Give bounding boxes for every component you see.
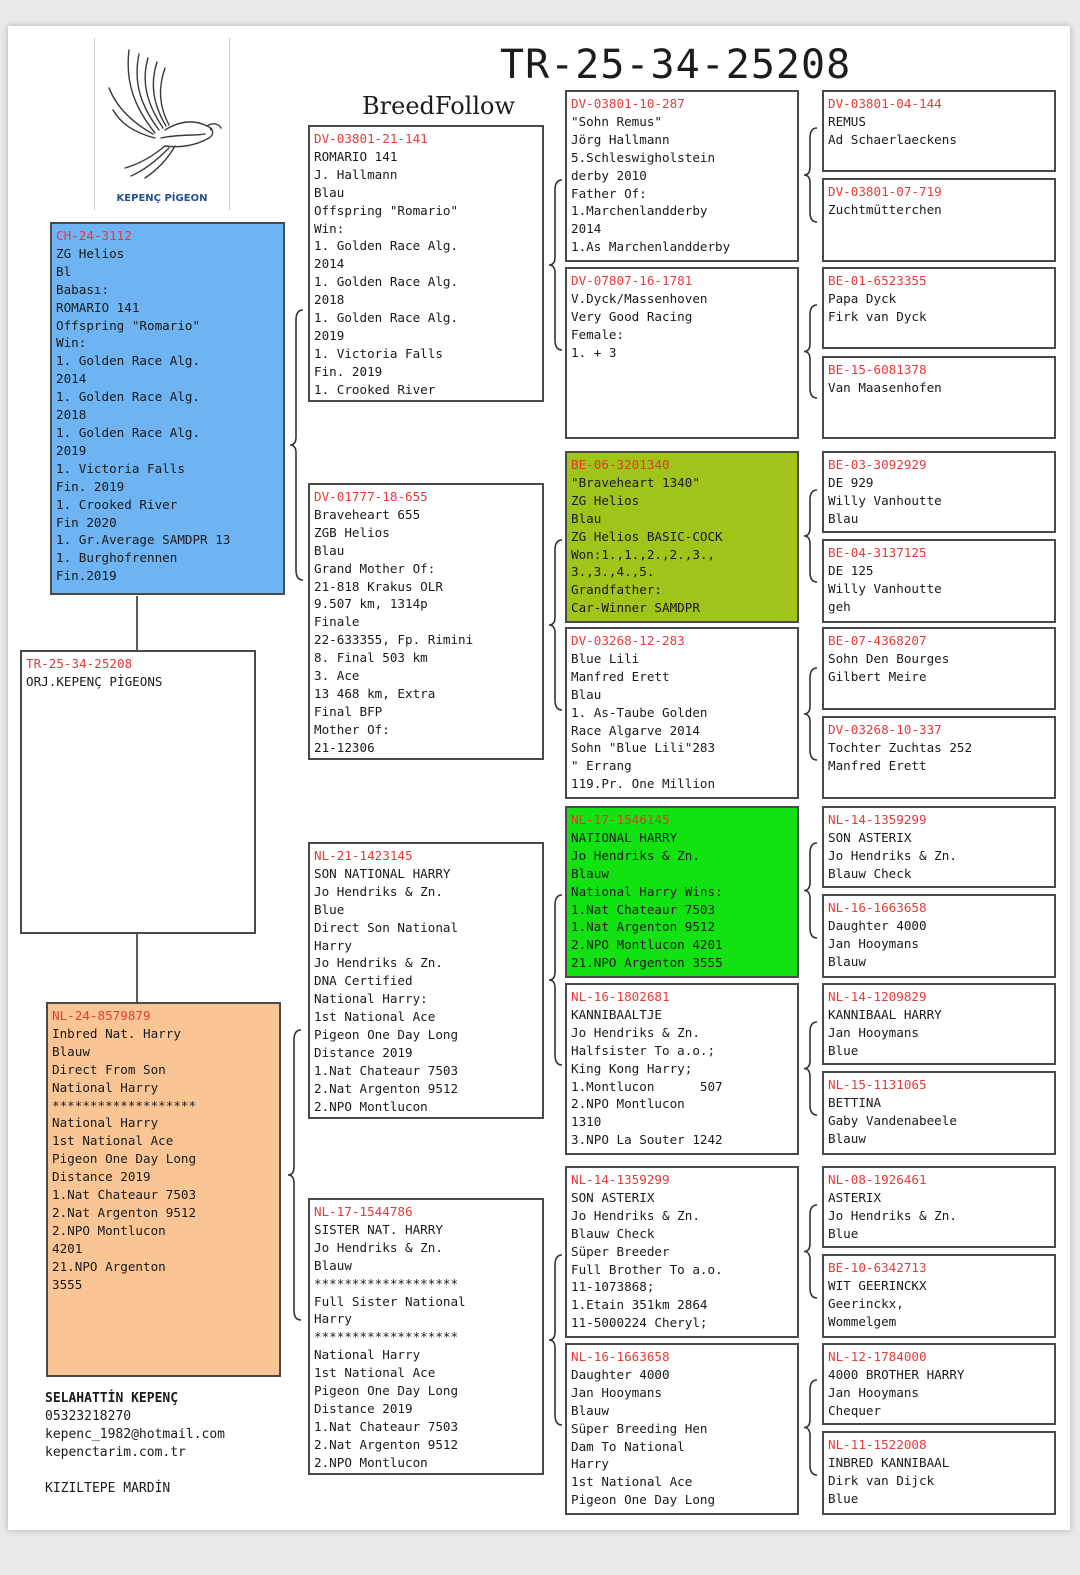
pedigree-line: 2014 (56, 371, 87, 387)
dam-box[interactable] (46, 1002, 281, 1377)
pedigree-line: Won:1.,1.,2.,2.,3., (571, 546, 716, 562)
pedigree-line: Blau (571, 510, 602, 526)
pedigree-line: 1.Marchenlandderby (571, 203, 708, 219)
ring-number: NL-14-1359299 (828, 812, 927, 827)
pedigree-line: Female: (571, 326, 625, 342)
pedigree-line: Blauw Check (571, 1225, 655, 1241)
pedigree-line: SISTER NAT. HARRY (314, 1221, 443, 1237)
breeder-name: SELAHATTİN KEPENÇ (45, 1391, 179, 1406)
pedigree-line: 2.Nat Argenton 9512 (52, 1204, 197, 1220)
brand-label: BreedFollow (362, 92, 516, 120)
pedigree-line: Distance 2019 (314, 1044, 413, 1060)
pedigree-line: 1. Golden Race Alg. (314, 310, 459, 326)
email-link[interactable]: kepenc_1982@hotmail.com (45, 1427, 226, 1442)
pedigree-line: Blue (828, 1490, 859, 1506)
pedigree-brace (804, 1380, 817, 1475)
pedigree-line: 4201 (52, 1240, 83, 1256)
page-title: TR-25-34-25208 (500, 42, 852, 88)
pedigree-line: Offspring "Romario" (56, 317, 201, 333)
pedigree-line: Win: (314, 220, 345, 236)
gen4-box[interactable] (822, 806, 1056, 888)
website-link[interactable]: kepenctarim.com.tr (45, 1445, 186, 1460)
gen3-box[interactable] (565, 983, 799, 1155)
pedigree-line: 2.NPO Montlucon (314, 1098, 428, 1114)
pedigree-line: 21.NPO Argenton (52, 1258, 166, 1274)
pedigree-line: Distance 2019 (314, 1400, 413, 1416)
pedigree-line: Van Maasenhofen (828, 379, 942, 395)
pedigree-line: 1. Burghofrennen (56, 550, 178, 566)
pedigree-brace (549, 895, 562, 1065)
pedigree-line: ZG Helios (56, 245, 125, 261)
pedigree-line: Car-Winner SAMDPR (571, 600, 700, 616)
contact-block (45, 1390, 225, 1498)
pedigree-line: Final BFP (314, 703, 383, 719)
pedigree-line: Direct From Son (52, 1061, 166, 1077)
pedigree-line: King Kong Harry; (571, 1060, 693, 1076)
location-text: KIZILTEPE MARDİN (45, 1481, 171, 1496)
subject-box[interactable] (20, 650, 256, 934)
pedigree-brace (290, 310, 303, 580)
ring-number: DV-03268-12-283 (571, 633, 685, 648)
pedigree-line: ******************* (314, 1329, 459, 1345)
pedigree-line: NATIONAL HARRY (571, 829, 678, 845)
pedigree-line: 1. Golden Race Alg. (56, 424, 201, 440)
pedigree-line: Süper Breeder (571, 1243, 670, 1259)
pedigree-line: 11-5000224 Cheryl; (571, 1315, 708, 1331)
pedigree-line: 21-12306 (314, 739, 375, 755)
gen4-box[interactable] (822, 539, 1056, 623)
pedigree-line: Daughter 4000 (571, 1366, 670, 1382)
phone-number: 05323218270 (45, 1409, 132, 1424)
pedigree-line: Dam To National (571, 1438, 685, 1454)
pedigree-line: 2018 (314, 292, 345, 308)
ring-number: NL-24-8579879 (52, 1008, 151, 1023)
gen4-box[interactable] (822, 1166, 1056, 1248)
ring-number: NL-17-1544786 (314, 1204, 413, 1219)
pedigree-line: 1.Nat Chateaur 7503 (52, 1187, 197, 1203)
pedigree-line: 1310 (571, 1114, 602, 1130)
pedigree-line: Jo Hendriks & Zn. (314, 955, 443, 971)
pedigree-line: 1.Nat Chateaur 7503 (314, 1062, 459, 1078)
pedigree-line: DE 929 (828, 474, 874, 490)
pedigree-line: 1. Golden Race Alg. (314, 274, 459, 290)
ring-number: NL-11-1522008 (828, 1437, 927, 1452)
pedigree-line: Wommelgem (828, 1313, 897, 1329)
pedigree-line: ******************* (52, 1097, 197, 1113)
pedigree-line: Süper Breeding Hen (571, 1420, 708, 1436)
pedigree-line: REMUS (828, 113, 866, 129)
pedigree-line: 3.,3.,4.,5. (571, 564, 655, 580)
pedigree-line: Win: (56, 335, 87, 351)
pedigree-line: Blauw (571, 1402, 609, 1418)
pedigree-brace (804, 1205, 817, 1298)
pedigree-line: Jan Hooymans (828, 935, 919, 951)
pedigree-line: 1st National Ace (314, 1009, 436, 1025)
pedigree-line: National Harry: (314, 991, 428, 1007)
pedigree-line: 3555 (52, 1276, 83, 1292)
pedigree-brace (804, 668, 817, 760)
pedigree-line: 2014 (571, 221, 602, 237)
pedigree-line: Blauw (828, 953, 866, 969)
ring-number: TR-25-34-25208 (26, 656, 133, 671)
pedigree-line: 1. Victoria Falls (56, 460, 185, 476)
pedigree-brace (549, 180, 562, 350)
gen3-box[interactable] (565, 806, 799, 978)
pedigree-line: 2.NPO Montlucon (314, 1454, 428, 1470)
pedigree-line: WIT GEERINCKX (828, 1277, 927, 1293)
ring-number: NL-16-1802681 (571, 989, 670, 1004)
ring-number: CH-24-3112 (56, 228, 132, 243)
ring-number: BE-10-6342713 (828, 1260, 927, 1275)
pedigree-line: BETTINA (828, 1094, 882, 1110)
pedigree-line: Harry (571, 1456, 609, 1472)
pedigree-line: 2.NPO Montlucon (52, 1222, 166, 1238)
ring-number: DV-03801-07-719 (828, 184, 942, 199)
pedigree-line: Harry (314, 937, 352, 953)
pedigree-line: Fin. 2019 (56, 478, 125, 494)
pedigree-line: Firk van Dyck (828, 308, 927, 324)
pedigree-line: 13 468 km, Extra (314, 685, 436, 701)
ring-number: BE-03-3092929 (828, 457, 927, 472)
pedigree-line: Full Sister National (314, 1293, 466, 1309)
pedigree-line: 1st National Ace (314, 1365, 436, 1381)
pedigree-line: 3.NPO La Souter 1242 (571, 1132, 723, 1148)
pedigree-line: Gilbert Meire (828, 668, 927, 684)
gen4-box[interactable] (822, 894, 1056, 978)
pedigree-line: Blau (314, 184, 345, 200)
pedigree-brace (804, 490, 817, 582)
pedigree-line: Pigeon One Day Long (52, 1151, 197, 1167)
pedigree-line: SON ASTERIX (571, 1189, 655, 1205)
pedigree-line: KANNIBAAL HARRY (828, 1006, 942, 1022)
pedigree-line: ZG Helios (571, 492, 640, 508)
pedigree-line: Jo Hendriks & Zn. (571, 1024, 700, 1040)
pedigree-line: Geerinckx, (828, 1295, 904, 1311)
ring-number: BE-15-6081378 (828, 362, 927, 377)
pedigree-line: 8. Final 503 km (314, 650, 428, 666)
ring-number: BE-06-3201340 (571, 457, 670, 472)
pedigree-line: INBRED KANNIBAAL (828, 1454, 950, 1470)
pedigree-line: 1.Etain 351km 2864 (571, 1297, 708, 1313)
pedigree-line: 21-818 Krakus OLR (314, 578, 443, 594)
pedigree-line: 1.As Marchenlandderby (571, 239, 731, 255)
ring-number: DV-07807-16-1781 (571, 273, 693, 288)
pedigree-line: 1. + 3 (571, 344, 617, 360)
pedigree-brace (804, 843, 817, 938)
pedigree-line: Inbred Nat. Harry (52, 1025, 181, 1041)
pedigree-line: ZGB Helios (314, 524, 390, 540)
pedigree-line: V.Dyck/Massenhoven (571, 290, 708, 306)
pedigree-line: Papa Dyck (828, 290, 897, 306)
gen4-box[interactable] (822, 983, 1056, 1065)
pedigree-line: National Harry (314, 1347, 421, 1363)
pedigree-line: 119.Pr. One Million (571, 776, 716, 792)
pedigree-line: Jan Hooymans (828, 1024, 919, 1040)
pedigree-line: Very Good Racing (571, 308, 693, 324)
gen4-box[interactable] (822, 716, 1056, 799)
ring-number: NL-12-1784000 (828, 1349, 927, 1364)
pedigree-line: 3. Ace (314, 668, 360, 684)
pedigree-line: Pigeon One Day Long (314, 1383, 459, 1399)
pedigree-line: Fin 2020 (56, 514, 117, 530)
pedigree-line: J. Hallmann (314, 166, 398, 182)
pedigree-line: Gaby Vandenabeele (828, 1112, 957, 1128)
pedigree-line: Ad Schaerlaeckens (828, 131, 957, 147)
pedigree-line: Father Of: (571, 185, 647, 201)
pedigree-line: 1. As-Taube Golden (571, 704, 708, 720)
pedigree-line: Blue (314, 901, 345, 917)
pedigree-line: DE 125 (828, 562, 874, 578)
pedigree-line: 1.Nat Chateaur 7503 (571, 901, 716, 917)
pedigree-line: SON ASTERIX (828, 829, 912, 845)
gen4-box[interactable] (822, 178, 1056, 262)
pedigree-line: Blauw (571, 865, 609, 881)
gen3-box[interactable] (565, 1166, 799, 1338)
pedigree-line: Jo Hendriks & Zn. (571, 1207, 700, 1223)
ring-number: NL-14-1209829 (828, 989, 927, 1004)
ring-number: DV-03801-10-287 (571, 96, 685, 111)
gen3-box[interactable] (565, 267, 799, 439)
gen4-box[interactable] (822, 356, 1056, 439)
pedigree-line: Jo Hendriks & Zn. (314, 1239, 443, 1255)
pedigree-line: Tochter Zuchtas 252 (828, 739, 973, 755)
ring-number: NL-16-1663658 (828, 900, 927, 915)
ring-number: NL-21-1423145 (314, 848, 413, 863)
pedigree-line: Full Brother To a.o. (571, 1261, 723, 1277)
pedigree-brace (549, 1255, 562, 1425)
ring-number: BE-07-4368207 (828, 633, 927, 648)
ring-number: BE-01-6523355 (828, 273, 927, 288)
ring-number: DV-03801-04-144 (828, 96, 942, 111)
pedigree-line: ASTERIX (828, 1189, 882, 1205)
gen4-box[interactable] (822, 90, 1056, 172)
pedigree-line: Daughter 4000 (828, 917, 927, 933)
pedigree-line: 9.507 km, 1314p (314, 596, 428, 612)
gen4-box[interactable] (822, 1431, 1056, 1515)
pedigree-line: ORJ.KEPENÇ PİGEONS (26, 673, 163, 689)
pedigree-line: Braveheart 655 (314, 506, 421, 522)
pedigree-line: 1. Crooked River (56, 496, 178, 512)
gen4-box[interactable] (822, 1071, 1056, 1155)
pedigree-line: Blau (314, 542, 345, 558)
pedigree-line: 22-633355, Fp. Rimini (314, 632, 474, 648)
gen2-box[interactable] (308, 1198, 544, 1475)
pedigree-line: Manfred Erett (571, 668, 670, 684)
pedigree-line: 4000 BROTHER HARRY (828, 1366, 965, 1382)
pedigree-line: 2.NPO Montlucon 4201 (571, 937, 723, 953)
pedigree-line: 1. Victoria Falls (314, 345, 443, 361)
pedigree-brace (804, 128, 817, 222)
pedigree-line: Pigeon One Day Long (571, 1492, 716, 1508)
pedigree-line: 1.Nat Chateaur 7503 (314, 1418, 459, 1434)
pedigree-line: 2019 (56, 442, 87, 458)
pedigree-line: Offspring "Romario" (314, 202, 459, 218)
pedigree-line: Race Algarve 2014 (571, 722, 700, 738)
pedigree-line: Sohn Den Bourges (828, 650, 950, 666)
ring-number: DV-01777-18-655 (314, 489, 428, 504)
pedigree-line: Dirk van Dijck (828, 1472, 935, 1488)
pedigree-line: 2.NPO Montlucon (571, 1096, 685, 1112)
gen4-box[interactable] (822, 267, 1056, 349)
pedigree-line: 21.NPO Argenton 3555 (571, 955, 723, 971)
pedigree-line: Willy Vanhoutte (828, 580, 942, 596)
gen3-box[interactable] (565, 627, 799, 799)
pedigree-line: geh (828, 598, 851, 614)
pedigree-line: 1. Golden Race Alg. (56, 389, 201, 405)
pedigree-line: Halfsister To a.o.; (571, 1042, 716, 1058)
ring-number: NL-14-1359299 (571, 1172, 670, 1187)
gen2-box[interactable] (308, 125, 544, 402)
ring-number: NL-16-1663658 (571, 1349, 670, 1364)
pedigree-line: Pigeon One Day Long (314, 1027, 459, 1043)
gen2-box[interactable] (308, 483, 544, 760)
pedigree-line: Blauw Check (828, 865, 912, 881)
pedigree-line: "Sohn Remus" (571, 113, 662, 129)
gen4-box[interactable] (822, 1254, 1056, 1338)
pedigree-line: Grandfather: (571, 582, 662, 598)
gen4-box[interactable] (822, 1343, 1056, 1425)
pedigree-line: Chequer (828, 1402, 882, 1418)
pedigree-line: SON NATIONAL HARRY (314, 865, 451, 881)
pedigree-line: Jan Hooymans (571, 1384, 662, 1400)
pedigree-line: DNA Certified (314, 973, 413, 989)
pedigree-line: Blue (828, 1042, 859, 1058)
pedigree-line: Babası: (56, 281, 110, 297)
pedigree-line: Sohn "Blue Lili"283 (571, 740, 716, 756)
gen3-box[interactable] (565, 90, 799, 262)
pedigree-line: Blauw (52, 1043, 90, 1059)
pedigree-line: " Errang (571, 758, 632, 774)
pedigree-line: Harry (314, 1311, 352, 1327)
pedigree-line: ZG Helios BASIC-COCK (571, 528, 723, 544)
pedigree-line: Fin. 2019 (314, 363, 383, 379)
pedigree-line: Jan Hooymans (828, 1384, 919, 1400)
pedigree-line: ROMARIO 141 (56, 299, 140, 315)
pedigree-line: Distance 2019 (52, 1169, 151, 1185)
pedigree-line: Willy Vanhoutte (828, 492, 942, 508)
pedigree-line: 1st National Ace (571, 1474, 693, 1490)
pedigree-line: 1. Golden Race Alg. (56, 353, 201, 369)
pedigree-line: Blauw (828, 1130, 866, 1146)
gen3-box[interactable] (565, 1343, 799, 1515)
pedigree-line: 2.Nat Argenton 9512 (314, 1080, 459, 1096)
ring-number: NL-08-1926461 (828, 1172, 927, 1187)
pedigree-line: Fin.2019 (56, 568, 117, 584)
pedigree-line: 1st National Ace (52, 1133, 174, 1149)
pedigree-brace (288, 1030, 301, 1320)
pedigree-line: KANNIBAALTJE (571, 1006, 662, 1022)
pedigree-line: 2019 (314, 327, 345, 343)
pedigree-line: Jo Hendriks & Zn. (828, 1207, 957, 1223)
pedigree-line: Bl (56, 263, 72, 279)
pedigree-line: 2014 (314, 256, 345, 272)
ring-number: NL-17-1546145 (571, 812, 670, 827)
pedigree-line: Finale (314, 614, 360, 630)
ring-number: NL-15-1131065 (828, 1077, 927, 1092)
pedigree-line: Jo Hendriks & Zn. (828, 847, 957, 863)
pedigree-line: Grand Mother Of: (314, 560, 436, 576)
pedigree-line: Blau (571, 686, 602, 702)
pedigree-line: National Harry Wins: (571, 883, 723, 899)
gen3-box[interactable] (565, 451, 799, 623)
pedigree-line: Blauw (314, 1257, 352, 1273)
pedigree-line: Direct Son National (314, 919, 459, 935)
pedigree-line: 2018 (56, 407, 87, 423)
sire-box[interactable] (50, 222, 285, 595)
gen4-box[interactable] (822, 627, 1056, 710)
gen2-box[interactable] (308, 842, 544, 1119)
pedigree-line: Mother Of: (314, 721, 390, 737)
pedigree-brace (804, 305, 817, 398)
pedigree-line: ROMARIO 141 (314, 148, 398, 164)
pedigree-line: National Harry (52, 1115, 159, 1131)
pedigree-line: Jörg Hallmann (571, 131, 670, 147)
pedigree-line: Blau (828, 510, 859, 526)
pedigree-line: National Harry (52, 1079, 159, 1095)
pedigree-line: Manfred Erett (828, 757, 927, 773)
pedigree-line: Zuchtmütterchen (828, 201, 942, 217)
gen4-box[interactable] (822, 451, 1056, 533)
ring-number: DV-03801-21-141 (314, 131, 428, 146)
pedigree-line: 2.Nat Argenton 9512 (314, 1436, 459, 1452)
pedigree-line: 1.Montlucon 507 (571, 1078, 723, 1094)
pedigree-line: 1. Crooked River (314, 381, 436, 397)
pedigree-line: 1.Nat Argenton 9512 (571, 919, 716, 935)
pedigree-line: Blue (828, 1225, 859, 1241)
pedigree-line: 5.Schleswigholstein (571, 149, 716, 165)
pedigree-line: Jo Hendriks & Zn. (571, 847, 700, 863)
ring-number: BE-04-3137125 (828, 545, 927, 560)
pedigree-brace (549, 540, 562, 710)
pedigree-line: 1. Golden Race Alg. (314, 238, 459, 254)
pedigree-line: "Braveheart 1340" (571, 474, 700, 490)
pedigree-brace (804, 1022, 817, 1115)
pedigree-line: derby 2010 (571, 167, 647, 183)
pedigree-line: 1. Gr.Average SAMDPR 13 (56, 532, 231, 548)
logo-text: KEPENÇ PİGEON (116, 193, 208, 204)
pedigree-line: ******************* (314, 1275, 459, 1291)
pedigree-line: 11-1073868; (571, 1279, 655, 1295)
ring-number: DV-03268-10-337 (828, 722, 942, 737)
pedigree-line: Blue Lili (571, 650, 640, 666)
pedigree-line: Jo Hendriks & Zn. (314, 883, 443, 899)
